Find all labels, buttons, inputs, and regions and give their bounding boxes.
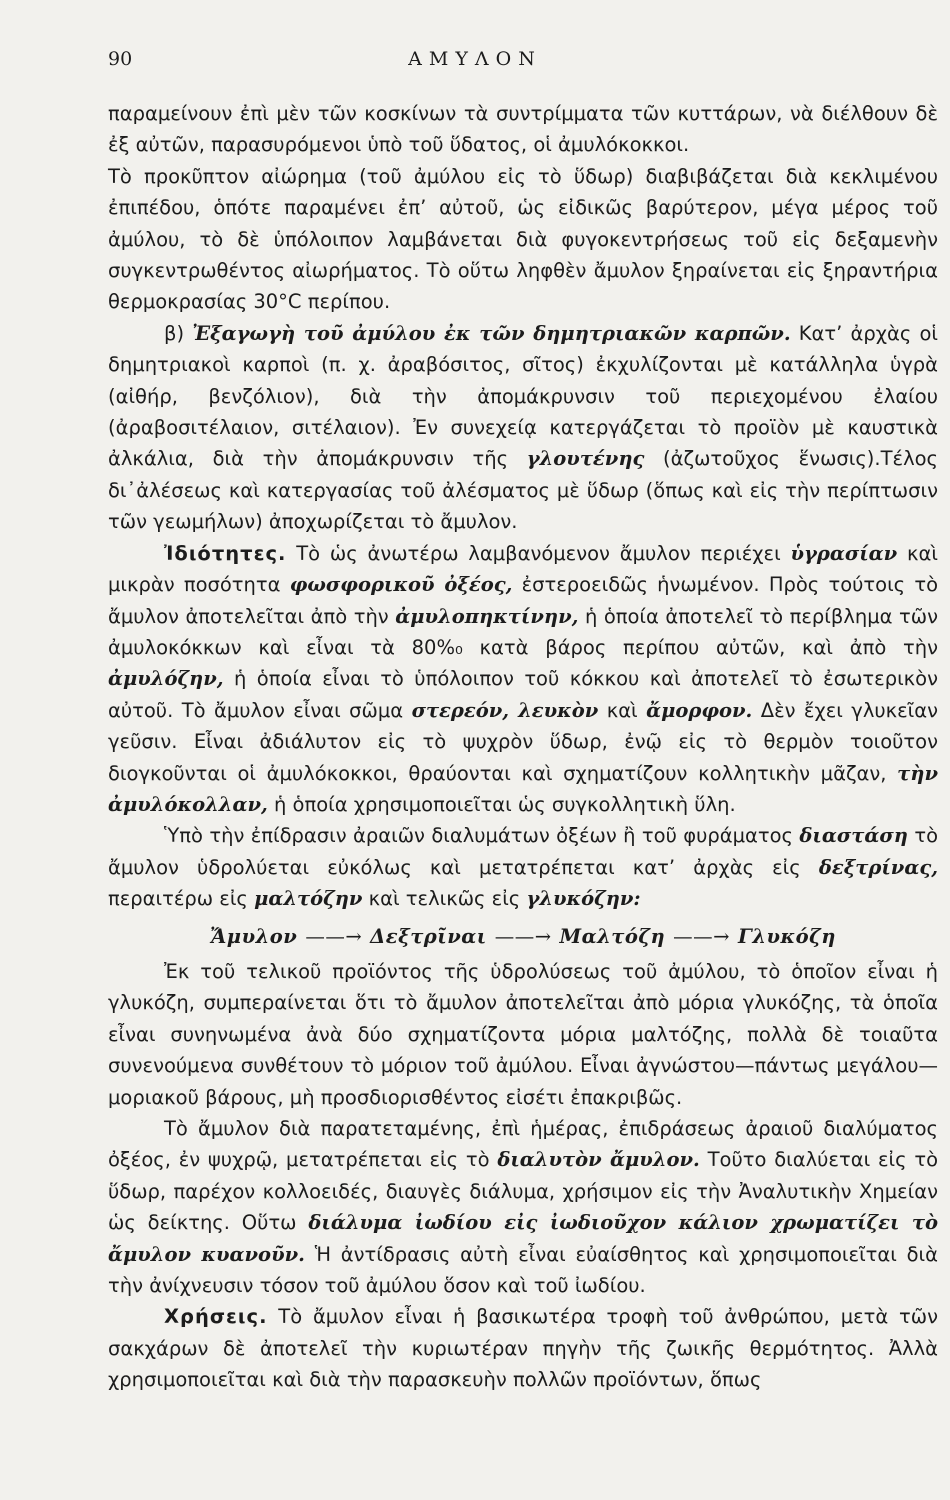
hydrolysis-equation bbox=[108, 921, 938, 952]
term-solid-white: στερεόν, λευκὸν bbox=[411, 698, 599, 722]
section-heading-extraction: Ἐξαγωγὴ τοῦ ἀμύλου ἐκ τῶν δημητριακῶν καρπῶν. bbox=[192, 321, 791, 345]
term-gluten: γλουτένης bbox=[526, 447, 645, 471]
equation-step-glucose: Γλυκόζη bbox=[738, 924, 836, 948]
term-iodine-test: διάλυμα ἰωδίου εἰς ἰωδιοῦχον κάλιον χρωματίζει τὸ ἄμυλον κυανοῦν. bbox=[108, 1211, 938, 1266]
section-heading-properties: Ἰδιότητες. bbox=[164, 541, 287, 565]
equation-step-dextrins: Δεξτρῖναι bbox=[370, 924, 487, 948]
paragraph-extraction-cereals: β) Ἐξαγωγὴ τοῦ ἀμύλου ἐκ τῶν δημητριακῶν καρπῶν. Κατ’ ἀρχὰς οἱ δημητριακοὶ καρποὶ (π. χ. ἀραβόσιτος, σῖτος) ἐκχυλίζονται μὲ κατάλληλα ὑγρὰ (αἰθήρ, βενζόλιον), διὰ τὴν ἀπομάκρυνσιν τοῦ περιεχομένου ἐλαίου (ἀραβοσιτέλαιον, σιτέλαιον). Ἐν συνεχείᾳ κατεργάζεται τὸ προϊὸν μὲ καυστικὰ ἀλκάλια, διὰ τὴν ἀπομάκρυνσιν τῆς γλουτένης (ἀζωτοῦχος ἕνωσις).Τέλος δι᾿ἀλέσεως καὶ κατεργασίας τοῦ ἀλέσματος μὲ ὕδωρ (ὅπως καὶ εἰς τὴν περίπτωσιν τῶν γεωμήλων) ἀποχωρίζεται τὸ ἄμυλον. bbox=[108, 321, 938, 534]
paragraph-suspension: Τὸ προκῦπτον αἰώρημα (τοῦ ἀμύλου εἰς τὸ ὕδωρ) διαβιβάζεται διὰ κεκλιμένου ἐπιπέδου, ὁπότε παραμένει ἐπ’ αὐτοῦ, ὡς εἰδικῶς βαρύτερον, μέγα μέρος τοῦ ἀμύλου, τὸ δὲ ὑπόλοιπον λαμβάνεται διὰ φυγοκεντρήσεως τοῦ εἰς δεξαμενὴν συγκεντρωθέντος αἰωρήματος. Τὸ οὕτω ληφθὲν ἄμυλον ξηραίνεται εἰς ξηραντήρια θερμοκρασίας 30°C περίπου. bbox=[108, 164, 938, 314]
paragraph-soluble-starch: Τὸ ἄμυλον διὰ παρατεταμένης, ἐπὶ ἡμέρας, ἐπιδράσεως ἀραιοῦ διαλύματος ὀξέος, ἐν ψυχρῷ, μετατρέπεται εἰς τὸ διαλυτὸν ἄμυλον. Τοῦτο διαλύεται εἰς τὸ ὕδωρ, παρέχον κολλοειδές, διαυγὲς διάλυμα, χρήσιμον εἰς τὴν Ἀναλυτικὴν Χημείαν ὡς δείκτης. Οὕτω διάλυμα ἰωδίου εἰς ἰωδιοῦχον κάλιον χρωματίζει τὸ ἄμυλον κυανοῦν. Ἡ ἀντίδρασις αὐτὴ εἶναι εὐαίσθητος καὶ χρησιμοποιεῖται διὰ τὴν ἀνίχνευσιν τόσον τοῦ ἀμύλου ὅσον καὶ τοῦ ἰωδίου. bbox=[108, 1117, 939, 1298]
page-header bbox=[108, 48, 842, 78]
body-text bbox=[108, 98, 938, 1396]
term-diastase: διαστάση bbox=[799, 824, 908, 848]
paragraph-properties: Ἰδιότητες. Τὸ ὡς ἀνωτέρω λαμβανόμενον ἄμυλον περιέχει ὑγρασίαν καὶ μικρὰν ποσότητα φωσφορικοῦ ὀξέος, ἐστεροειδῶς ἡνωμένον. Πρὸς τούτοις τὸ ἄμυλον ἀποτελεῖται ἀπὸ τὴν ἀμυλοπηκτίνην, ἡ ὁποία ἀποτελεῖ τὸ περίβλημα τῶν ἀμυλοκόκκων καὶ εἶναι τὰ 80%₀ κατὰ βάρος περίπου αὐτῶν, καὶ ἀπὸ τὴν ἀμυλόζην, ἡ ὁποία εἶναι τὸ ὑπόλοιπον τοῦ κόκκου καὶ ἀποτελεῖ τὸ ἐσωτερικὸν αὐτοῦ. Τὸ ἄμυλον εἶναι σῶμα στερεόν, λευκὸν καὶ ἄμορφον. Δὲν ἔχει γλυκεῖαν γεῦσιν. Εἶναι ἀδιάλυτον εἰς τὸ ψυχρὸν ὕδωρ, ἐνῷ εἰς τὸ θερμὸν τοιοῦτον διογκοῦνται οἱ ἀμυλόκοκκοι, θραύονται καὶ σχηματίζουν κολλητικὴν μᾶζαν, τὴν ἀμυλόκολλαν, ἡ ὁποία χρησιμοποιεῖται ὡς συγκολλητικὴ ὕλη. bbox=[108, 541, 939, 816]
arrow-icon: ——→ bbox=[673, 924, 730, 948]
term-maltose: μαλτόζην bbox=[254, 887, 363, 911]
term-glucose: γλυκόζην: bbox=[526, 887, 641, 911]
term-amylopectin: ἀμυλοπηκτίνην, bbox=[395, 604, 579, 628]
paragraph-uses: Χρήσεις. Τὸ ἄμυλον εἶναι ἡ βασικωτέρα τροφὴ τοῦ ἀνθρώπου, μετὰ τῶν σακχάρων δὲ ἀποτελεῖ τὴν κυριωτέραν πηγὴν τῆς ζωικῆς θερμότητος. Ἀλλὰ χρησιμοποιεῖται καὶ διὰ τὴν παρασκευὴν πολλῶν προϊόντων, ὅπως bbox=[108, 1305, 938, 1392]
list-marker: β) bbox=[164, 321, 185, 345]
term-phosphoric-acid: φωσφορικοῦ ὀξέος, bbox=[289, 573, 513, 597]
equation-step-maltose: Μαλτόζη bbox=[559, 924, 666, 948]
term-amylose: ἀμυλόζην, bbox=[108, 667, 224, 691]
paragraph-hydrolysis: Ὑπὸ τὴν ἐπίδρασιν ἀραιῶν διαλυμάτων ὀξέων ἢ τοῦ φυράματος διαστάση τὸ ἄμυλον ὑδρολύεται εὐκόλως καὶ μετατρέπεται κατ’ ἀρχὰς εἰς δεξτρίνας, περαιτέρω εἰς μαλτόζην καὶ τελικῶς εἰς γλυκόζην: bbox=[108, 824, 939, 911]
running-title: ΑΜΥΛΟΝ bbox=[408, 48, 542, 70]
arrow-icon: ——→ bbox=[305, 924, 363, 948]
term-starch-paste: τὴν ἀμυλόκολλαν, bbox=[108, 761, 938, 816]
term-amorphous: ἄμορφον. bbox=[646, 698, 753, 722]
term-dextrins: δεξτρίνας, bbox=[818, 855, 939, 879]
term-moisture: ὑγρασίαν bbox=[790, 541, 898, 565]
paragraph-continuation: παραμείνουν ἐπὶ μὲν τῶν κοσκίνων τὰ συντρίμματα τῶν κυττάρων, νὰ διέλθουν δὲ ἐξ αὐτῶν, παρασυρόμενοι ὑπὸ τοῦ ὕδατος, οἱ ἀμυλόκοκκοι. bbox=[108, 102, 938, 157]
equation-step-starch: Ἄμυλον bbox=[210, 924, 298, 948]
term-soluble-starch: διαλυτὸν ἄμυλον. bbox=[497, 1148, 700, 1172]
section-heading-uses: Χρήσεις. bbox=[164, 1305, 268, 1329]
paragraph-molecular-structure: Ἐκ τοῦ τελικοῦ προϊόντος τῆς ὑδρολύσεως τοῦ ἀμύλου, τὸ ὁποῖον εἶναι ἡ γλυκόζη, συμπεραίνεται ὅτι τὸ ἄμυλον ἀποτελεῖται ἀπὸ μόρια γλυκόζης, τὰ ὁποῖα εἶναι συνηνωμένα ἀνὰ δύο σχηματίζοντα μόρια μαλτόζης, πολλὰ δὲ τοιαῦτα συνενούμενα συνθέτουν τὸ μόριον τοῦ ἀμύλου. Εἶναι ἀγνώστου—πάντως μεγάλου—μοριακοῦ βάρους, μὴ προσδιορισθέντος εἰσέτι ἐπακριβῶς. bbox=[108, 959, 938, 1109]
page-number: 90 bbox=[108, 48, 133, 70]
arrow-icon: ——→ bbox=[494, 924, 552, 948]
